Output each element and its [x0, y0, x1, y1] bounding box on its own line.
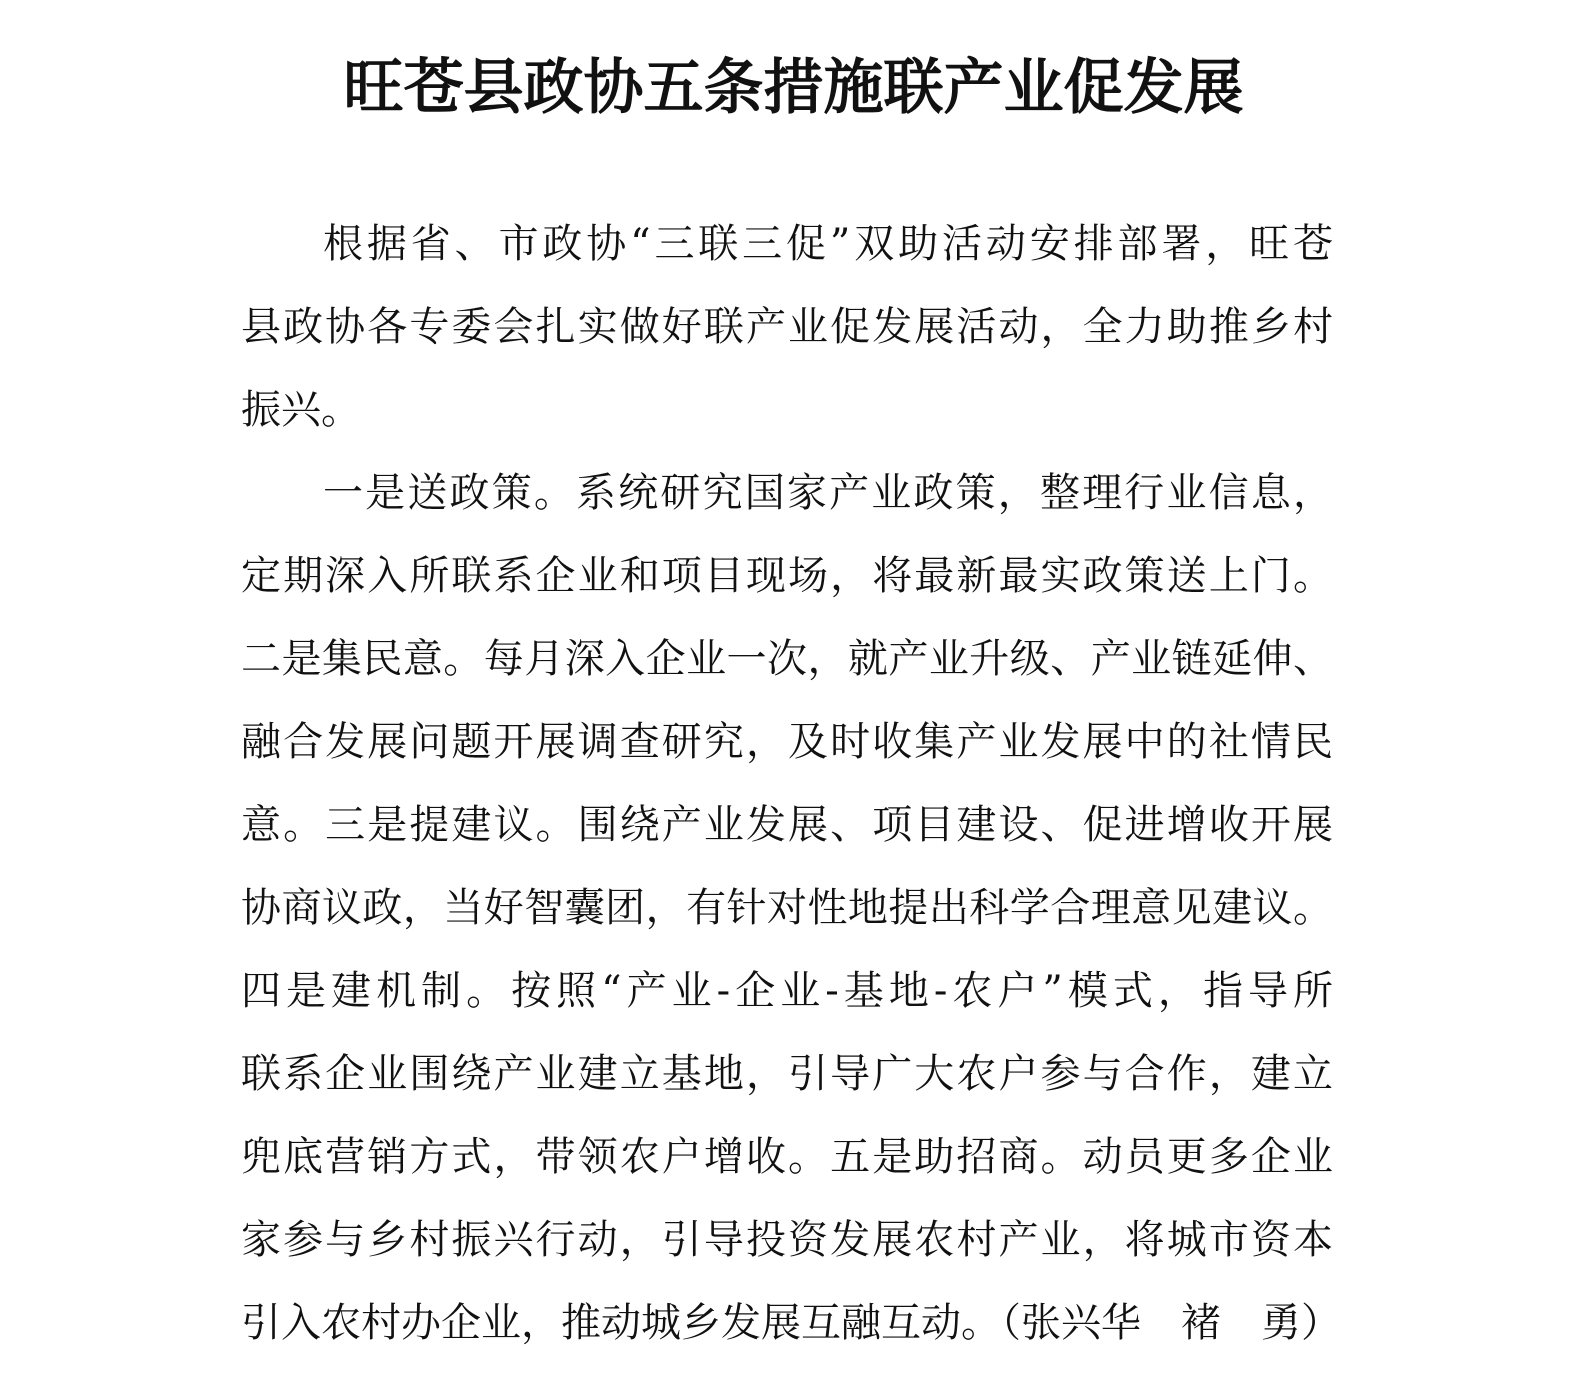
paragraph-line: 县政协各专委会扎实做好联产业促发展活动，全力助推乡村 [241, 304, 1333, 350]
paragraph-line: 根据省、市政协“三联三促”双助活动安排部署，旺苍 [323, 221, 1333, 267]
paragraph-line: 引入农村办企业，推动城乡发展互融互动。（张兴华 褚 勇） [241, 1300, 1341, 1346]
paragraph-line: 四是建机制。按照“产业-企业-基地-农户”模式，指导所 [241, 968, 1333, 1014]
paragraph-line: 兜底营销方式，带领农户增收。五是助招商。动员更多企业 [241, 1134, 1333, 1180]
paragraph-line: 家参与乡村振兴行动，引导投资发展农村产业，将城市资本 [241, 1217, 1333, 1263]
page-title: 旺苍县政协五条措施联产业促发展 [343, 53, 1244, 124]
paragraph-line: 二是集民意。每月深入企业一次，就产业升级、产业链延伸、 [241, 636, 1333, 682]
paragraph-line: 振兴。 [241, 387, 361, 433]
paragraph-line: 意。三是提建议。围绕产业发展、项目建设、促进增收开展 [241, 802, 1333, 848]
paragraph-line: 融合发展问题开展调查研究，及时收集产业发展中的社情民 [241, 719, 1333, 765]
paragraph-line: 协商议政，当好智囊团，有针对性地提出科学合理意见建议。 [241, 885, 1333, 931]
paragraph-line: 定期深入所联系企业和项目现场，将最新最实政策送上门。 [241, 553, 1333, 599]
paragraph-line: 一是送政策。系统研究国家产业政策，整理行业信息， [323, 470, 1333, 516]
article-body [241, 203, 1341, 1365]
paragraph-line: 联系企业围绕产业建立基地，引导广大农户参与合作，建立 [241, 1051, 1333, 1097]
